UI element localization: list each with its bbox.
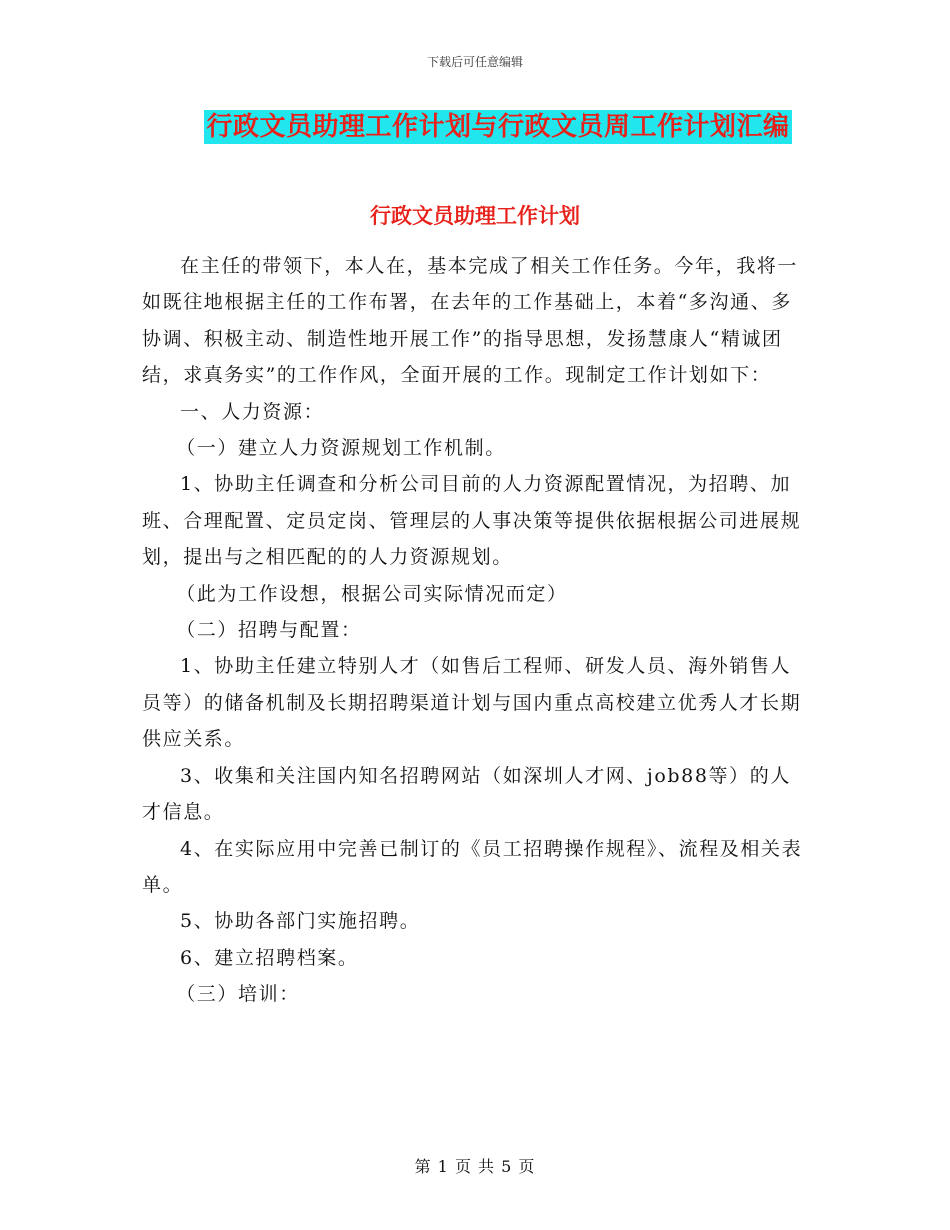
subheading-training: （三）培训： <box>176 983 300 1006</box>
paragraph-intro: 在主任的带领下，本人在，基本完成了相关工作任务。今年，我将一如既往地根据主任的工作布署，在去年的工作基础上，本着“多沟通、多协调、积极主动、制造性地开展工作”的指导思想，发扬慧康人“精诚团结，求真务实”的工作作风，全面开展的工作。现制定工作计划如下： <box>142 255 799 387</box>
document-title-container <box>0 110 950 144</box>
paragraph-recruitment-item-4: 4、在实际应用中完善已制订的《员工招聘操作规程》、流程及相关表单。 <box>142 837 803 896</box>
paragraph-hr-planning-item-1: 1、协助主任调查和分析公司目前的人力资源配置情况，为招聘、加班、合理配置、定员定岗、管理层的人事决策等提供依据根据公司进展规划，提出与之相匹配的的人力资源规划。 <box>142 473 802 569</box>
heading-human-resources: 一、人力资源： <box>180 400 325 423</box>
page-header-note: 下载后可任意编辑 <box>426 55 523 69</box>
paragraph-recruitment-item-3: 3、收集和关注国内知名招聘网站（如深圳人才网、job88等）的人才信息。 <box>142 764 791 824</box>
section-title: 行政文员助理工作计划 <box>370 203 580 228</box>
paragraph-recruitment-item-5: 5、协助各部门实施招聘。 <box>180 910 421 933</box>
paragraph-recruitment-item-6: 6、建立招聘档案。 <box>180 946 359 969</box>
paragraph-note: （此为工作设想，根据公司实际情况而定） <box>176 582 568 605</box>
paragraph-recruitment-item-1: 1、协助主任建立特别人才（如售后工程师、研发人员、海外销售人员等）的储备机制及长期招聘渠道计划与国内重点高校建立优秀人才长期供应关系。 <box>142 655 802 751</box>
page-footer: 第 1 页 共 5 页 <box>414 1157 536 1176</box>
document-title: 行政文员助理工作计划与行政文员周工作计划汇编 <box>206 112 790 142</box>
document-body <box>142 248 810 1013</box>
subheading-hr-planning: （一）建立人力资源规划工作机制。 <box>176 437 506 460</box>
subheading-recruitment: （二）招聘与配置： <box>176 619 362 642</box>
